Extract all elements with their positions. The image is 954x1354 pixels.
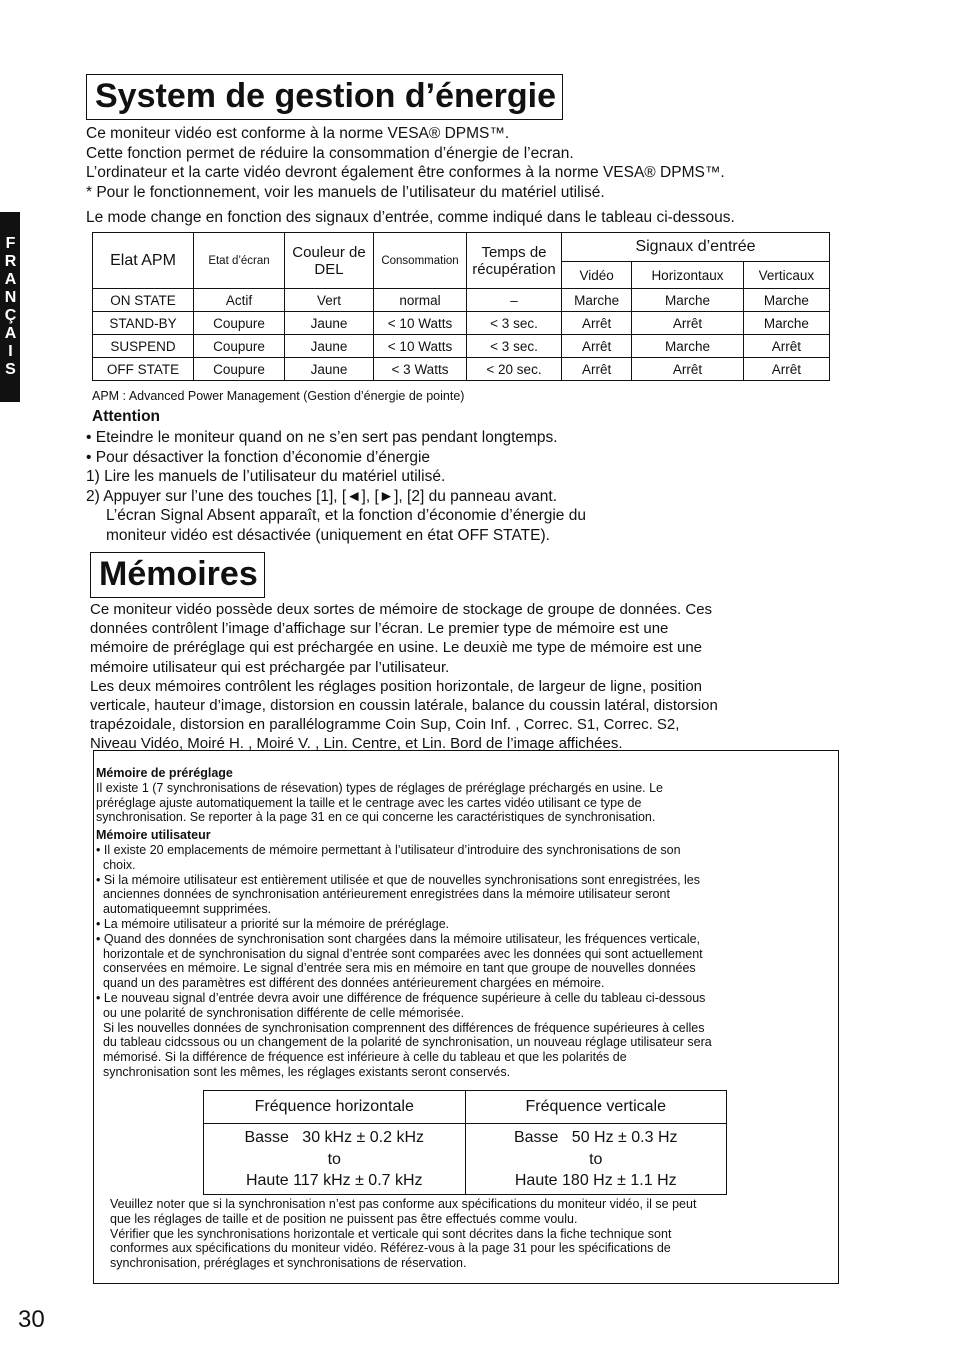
table-cell: < 3 sec. xyxy=(467,335,562,358)
table-cell: normal xyxy=(374,289,467,312)
table-cell: < 10 Watts xyxy=(374,312,467,335)
attention-list xyxy=(86,428,846,546)
attention-line: moniteur vidéo est désactivée (uniquement en état OFF STATE). xyxy=(106,526,550,544)
freq-vertical-values xyxy=(465,1124,727,1195)
user-line: quand un des paramètres est différent des données antérieurement chargées en mémoire. xyxy=(96,976,605,991)
table-cell: Arrêt xyxy=(632,358,743,381)
freq-h-basse: Basse 30 kHz ± 0.2 kHz xyxy=(244,1129,424,1146)
table-cell: < 10 Watts xyxy=(374,335,467,358)
memoires-line: Niveau Vidéo, Moiré H. , Moiré V. , Lin. Centre, et Lin. Bord de l’image affichées. xyxy=(90,735,623,753)
apm-header: Etat d’écran xyxy=(194,233,285,289)
table-cell: – xyxy=(467,289,562,312)
table-cell: Arrêt xyxy=(632,312,743,335)
apm-note: APM : Advanced Power Management (Gestion d’énergie de pointe) xyxy=(92,389,465,403)
user-line: • Quand des données de synchronisation sont chargées dans la mémoire utilisateur, les fréquences verticale, xyxy=(96,931,701,946)
table-cell: Coupure xyxy=(194,358,285,381)
side-tab-label: FRANÇAIS xyxy=(2,235,19,379)
table-cell: Arrêt xyxy=(562,358,632,381)
table-cell: Actif xyxy=(194,289,285,312)
intro-line: Ce moniteur vidéo est conforme à la norme VESA® DPMS™. xyxy=(86,125,510,142)
freq-header-vertical: Fréquence verticale xyxy=(465,1091,727,1124)
table-cell: Jaune xyxy=(285,358,374,381)
preset-title: Mémoire de préréglage xyxy=(96,766,233,780)
table-cell: Marche xyxy=(632,335,743,358)
table-row xyxy=(93,335,830,358)
memoires-body xyxy=(90,600,830,754)
user-line: conservées en mémoire. Le signal d’entrée sera mis en mémoire en tant que groupe de nouvelles données xyxy=(96,961,696,976)
energy-intro xyxy=(86,124,846,228)
note-line: Veuillez noter que si la synchronisation n’est pas conforme aux spécifications du moniteur vidéo, il se peut xyxy=(110,1197,697,1211)
note-line: que les réglages de taille et de position ne puissent pas être effectués comme voulu. xyxy=(110,1211,578,1226)
signal-subheader: Verticaux xyxy=(743,262,829,289)
memoires-line: Ce moniteur vidéo possède deux sortes de mémoire de stockage de groupe de données. Ces xyxy=(90,601,713,618)
table-cell: SUSPEND xyxy=(93,335,194,358)
memoires-line: trapézoidale, distorsion en parallélogramme Coin Sup, Coin Inf. , Correc. S1, Correc. S2, xyxy=(90,716,680,734)
table-cell: STAND-BY xyxy=(93,312,194,335)
freq-horizontal-values xyxy=(204,1124,466,1195)
memoires-section-title: Mémoires xyxy=(90,552,265,598)
user-line: • La mémoire utilisateur a priorité sur la mémoire de préréglage. xyxy=(96,916,450,931)
memoires-line: données contrôlent l’image d’affichage sur l’écran. Le premier type de mémoire est une xyxy=(90,620,669,638)
preset-line: synchronisation. Se reporter à la page 31 en ce qui concerne les caractéristiques de synchronisation. xyxy=(96,810,656,825)
table-cell: < 20 sec. xyxy=(467,358,562,381)
user-line: du tableau cidcssous ou un changement de la polarité de synchronisation, un nouveau réglage utilisateur sera xyxy=(96,1035,712,1050)
attention-line: • Eteindre le moniteur quand on ne s’en sert pas pendant longtemps. xyxy=(86,429,558,446)
memoires-line: mémoire utilisateur qui est préchargée par l’utilisateur. xyxy=(90,658,450,676)
note-line: conformes aux spécifications du moniteur vidéo. Référez-vous à la page 31 pour les spécifications de xyxy=(110,1241,671,1256)
user-line: • Le nouveau signal d’entrée devra avoir une différence de fréquence supérieure à celle du tableau ci-dessous xyxy=(96,990,706,1005)
table-row xyxy=(93,358,830,381)
table-cell: Coupure xyxy=(194,312,285,335)
apm-note-block xyxy=(92,389,812,426)
table-row xyxy=(93,289,830,312)
table-cell: Jaune xyxy=(285,335,374,358)
memoires-line: mémoire de préréglage qui est préchargée en usine. Le deuxiè me type de mémoire est une xyxy=(90,639,703,657)
user-line: automatiqueemnt supprimées. xyxy=(96,902,272,917)
preset-line: Il existe 1 (7 synchronisations de résevation) types de réglages de préréglage préchargés en usine. Le xyxy=(96,780,664,795)
attention-line: • Pour désactiver la fonction d’économie d’énergie xyxy=(86,448,431,466)
energy-section-title: System de gestion d’énergie xyxy=(86,74,563,120)
user-line: Si les nouvelles données de synchronisation comprennent des différences de fréquence supérieures à celles xyxy=(96,1020,705,1035)
apm-header: Elat APM xyxy=(93,233,194,289)
language-side-tab xyxy=(0,212,20,402)
sync-note xyxy=(110,1197,830,1271)
intro-line: L’ordinateur et la carte vidéo devront également être conformes à la norme VESA® DPMS™. xyxy=(86,164,725,182)
attention-title: Attention xyxy=(92,407,161,425)
note-line: synchronisation, préréglages et synchronisations de réservation. xyxy=(110,1256,467,1271)
memory-info-text xyxy=(96,766,832,1080)
freq-v-basse: Basse 50 Hz ± 0.3 Hz xyxy=(513,1129,678,1146)
signal-subheader: Vidéo xyxy=(562,262,632,289)
user-line: synchronisation sont les mêmes, les réglages existants seront conservés. xyxy=(96,1064,511,1079)
signal-subheader: Horizontaux xyxy=(632,262,743,289)
freq-header-horizontal: Fréquence horizontale xyxy=(204,1091,466,1124)
user-line: mémorisé. Si la différence de fréquence est inférieure à celle du tableau et que les polarités de xyxy=(96,1050,627,1065)
table-cell: Arrêt xyxy=(743,335,829,358)
apm-table xyxy=(92,232,830,381)
table-cell: Coupure xyxy=(194,335,285,358)
apm-header: Couleur de DEL xyxy=(285,233,374,289)
freq-h-haute: Haute 117 kHz ± 0.7 kHz xyxy=(245,1172,423,1189)
table-cell: Marche xyxy=(743,289,829,312)
user-line: horizontale et de synchronisation du signal d’entrée sont comparées avec les données qui sont actuellement xyxy=(96,946,703,961)
freq-v-haute: Haute 180 Hz ± 1.1 Hz xyxy=(514,1172,677,1189)
table-cell: < 3 sec. xyxy=(467,312,562,335)
user-title: Mémoire utilisateur xyxy=(96,828,211,843)
user-line: • Il existe 20 emplacements de mémoire permettant à l’utilisateur d’introduire des synchronisations de son xyxy=(96,842,681,857)
table-cell: OFF STATE xyxy=(93,358,194,381)
preset-line: préréglage ajuste automatiquement la taille et le centrage avec les cartes vidéo utilisant ce type de xyxy=(96,795,642,810)
apm-header: Signaux d’entrée xyxy=(562,233,830,262)
intro-line: * Pour le fonctionnement, voir les manuels de l’utilisateur du matériel utilisé. xyxy=(86,183,605,201)
table-cell: Jaune xyxy=(285,312,374,335)
freq-h-to: to xyxy=(327,1150,341,1168)
attention-line: L’écran Signal Absent apparaît, et la fonction d’économie d’énergie du xyxy=(106,507,586,525)
table-cell: Arrêt xyxy=(562,312,632,335)
table-cell: Arrêt xyxy=(743,358,829,381)
mode-line: Le mode change en fonction des signaux d’entrée, comme indiqué dans le tableau ci-dessous. xyxy=(86,209,735,227)
table-cell: Vert xyxy=(285,289,374,312)
freq-v-to: to xyxy=(589,1150,603,1168)
intro-line: Cette fonction permet de réduire la consommation d’énergie de l’ecran. xyxy=(86,144,574,162)
apm-header: Temps de récupération xyxy=(467,233,562,289)
table-row xyxy=(93,312,830,335)
attention-line: 1) Lire les manuels de l’utilisateur du matériel utilisé. xyxy=(86,468,446,486)
apm-header: Consommation xyxy=(374,233,467,289)
page-number: 30 xyxy=(18,1306,45,1333)
table-cell: Marche xyxy=(632,289,743,312)
user-line: anciennes données de synchronisation antérieurement enregistrées dans la mémoire utilisateur seront xyxy=(96,887,670,902)
frequency-table xyxy=(203,1090,727,1195)
table-cell: Marche xyxy=(562,289,632,312)
table-cell: Arrêt xyxy=(562,335,632,358)
note-line: Vérifier que les synchronisations horizontale et verticale qui sont décrites dans la fiche technique sont xyxy=(110,1226,672,1241)
table-cell: ON STATE xyxy=(93,289,194,312)
user-line: • Si la mémoire utilisateur est entièrement utilisée et que de nouvelles synchronisations sont enregistrées, les xyxy=(96,872,700,887)
table-cell: Marche xyxy=(743,312,829,335)
table-cell: < 3 Watts xyxy=(374,358,467,381)
memoires-line: Les deux mémoires contrôlent les réglages position horizontale, de largeur de ligne, position xyxy=(90,677,703,695)
memoires-line: verticale, hauteur d’image, distorsion en coussin latérale, balance du coussin latéral, distorsion xyxy=(90,697,718,715)
attention-line: 2) Appuyer sur l’une des touches [1], [◄], [►], [2] du panneau avant. xyxy=(86,487,557,505)
user-line: ou une polarité de synchronisation différente de celle mémorisée. xyxy=(96,1005,465,1020)
user-line: choix. xyxy=(96,857,136,872)
